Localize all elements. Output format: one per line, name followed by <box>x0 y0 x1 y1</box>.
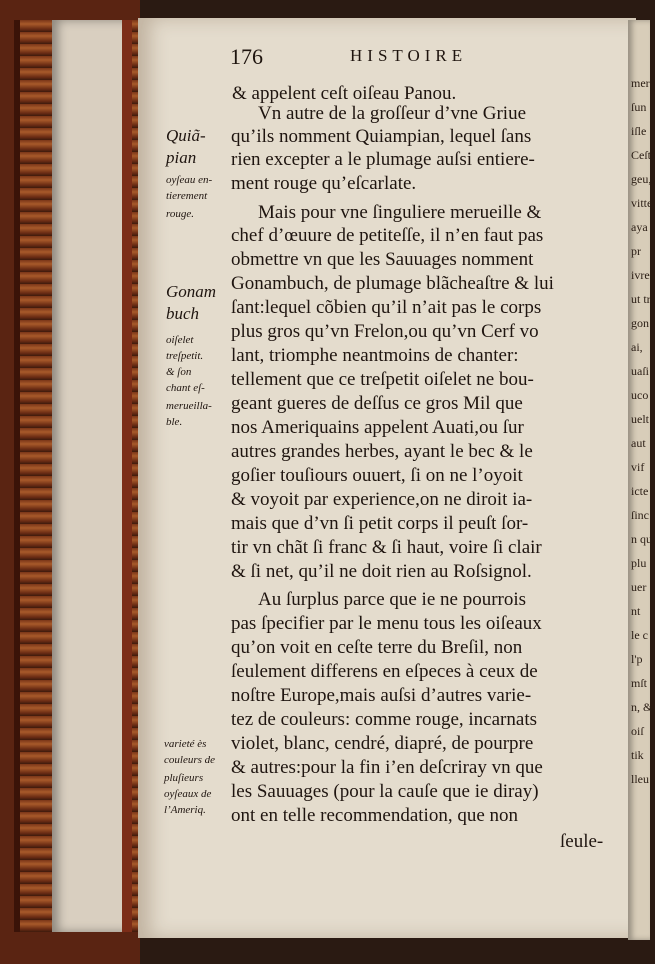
facing-page-fragment: ai, <box>631 340 643 354</box>
margin-note-text: ble. <box>166 416 183 428</box>
text-line: qu’ils nomment Quiampian, lequel ſans <box>231 126 532 147</box>
margin-note-text: rouge. <box>166 208 195 220</box>
margin-note-text: tierement <box>166 190 208 202</box>
facing-page-fragment: n, & <box>631 700 653 714</box>
margin-note-quiampian: Quiã- <box>166 126 206 145</box>
text-line: chef d’œuure de petiteſſe, il n’en faut pas <box>231 225 544 246</box>
facing-page-fragment: gon <box>631 316 649 330</box>
text-line: & appelent ceſt oiſeau Panou. <box>232 83 457 104</box>
facing-page-fragment: ut tr <box>631 292 651 306</box>
text-line: Mais pour vne ſinguliere merueille & <box>258 202 542 223</box>
text-line: rien excepter a le plumage auſsi entiere- <box>231 149 535 170</box>
text-line: nos Ameriquains appelent Auati,ou ſur <box>231 417 524 438</box>
text-line: ſeulement differens en eſpeces à ceux de <box>231 661 538 682</box>
facing-page-fragment: oiſ <box>631 724 644 738</box>
book-page <box>138 18 636 938</box>
margin-note-text: l’Ameriq. <box>164 804 206 816</box>
margin-note-text: couleurs de <box>164 754 216 766</box>
margin-note-text: oyſeau en- <box>166 174 213 186</box>
facing-page-fragment: ſun <box>631 100 647 114</box>
margin-note-gonambuch: Gonam <box>166 282 217 301</box>
margin-note-text: varieté ès <box>164 738 207 750</box>
text-line: Au ſurplus parce que ie ne pourrois <box>258 589 527 610</box>
binding-edge <box>122 20 132 932</box>
margin-note-text: chant eſ- <box>166 382 205 394</box>
facing-page-fragment: nt <box>631 604 641 618</box>
facing-page-fragment: le c <box>631 628 648 642</box>
text-line: tir vn chãt ſi franc & ſi haut, voire ſi clair <box>231 537 542 558</box>
text-line: & autres:pour la fin i’en deſcriray vn que <box>231 757 543 778</box>
facing-page-fragment: vitte, <box>631 196 655 210</box>
text-line: les Sauuages (pour la cauſe que ie diray) <box>231 781 539 802</box>
facing-page-fragment: aut <box>631 436 646 450</box>
binding-inner-panel <box>52 20 132 932</box>
text-line: ment rouge qu’eſcarlate. <box>231 173 417 194</box>
facing-page-fragment: ivres <box>631 268 655 282</box>
text-line: Gonambuch, de plumage blãcheaſtre & lui <box>231 273 554 294</box>
facing-page-fragment: uer <box>631 580 647 594</box>
facing-page-fragment: uaſi <box>631 364 649 378</box>
text-line: autres grandes herbes, ayant le bec & le <box>231 441 533 462</box>
running-title: HISTOIRE <box>350 46 468 65</box>
text-line: goſier touſiours ouuert, ſi on ne l’oyoit <box>231 465 523 486</box>
facing-page-fragment: plu <box>631 556 647 570</box>
facing-page-fragment: aya <box>631 220 648 234</box>
text-line: lant, triomphe neantmoins de chanter: <box>231 345 519 366</box>
margin-note-text: & ſon <box>166 366 192 378</box>
text-line: noſtre Europe,mais auſsi d’autres varie- <box>231 685 532 706</box>
book-binding <box>0 0 140 964</box>
text-line: geant gueres de deſſus ce gros Mil que <box>231 393 523 414</box>
facing-page-fragment: vif <box>631 460 645 474</box>
text-line: mais que d’vn ſi petit corps il peuſt ſor- <box>231 513 529 534</box>
text-line: ſant:lequel cõbien qu’il n’ait pas le corps <box>231 297 542 318</box>
margin-note-gonambuch: buch <box>166 304 200 323</box>
facing-page-fragment: geu, <box>631 172 652 186</box>
facing-page-fragment: uelt <box>631 412 649 426</box>
catchword: ſeule- <box>560 831 604 852</box>
text-line: plus gros qu’vn Frelon,ou qu’vn Cerf vo <box>231 321 539 342</box>
facing-page-fragment: pr <box>631 244 641 258</box>
facing-page-fragment: mſt <box>631 676 648 690</box>
text-line: & voyoit par experience,on ne diroit ia- <box>231 489 533 510</box>
text-line: qu’on voit en ceſte terre du Breſil, non <box>231 637 523 658</box>
facing-page-fragment: lleu <box>631 772 649 786</box>
margin-note-text: oyſeaux de <box>164 788 212 800</box>
text-line: ont en telle recommendation, que non <box>231 805 519 826</box>
margin-note-quiampian: pian <box>166 148 197 167</box>
margin-note-text: oiſelet <box>166 334 194 346</box>
facing-page-fragment: l'p <box>631 652 643 666</box>
page-number: 176 <box>230 44 263 69</box>
facing-page-fragment: n qu <box>631 532 652 546</box>
facing-page-edge <box>628 20 655 940</box>
text-line: obmettre vn que les Sauuages nomment <box>231 249 534 270</box>
margin-note-text: treſpetit. <box>166 350 204 362</box>
margin-note-text: merueilla- <box>166 400 212 412</box>
facing-page-fragment: iſle <box>631 124 647 138</box>
text-line: Vn autre de la groſſeur d’vne Griue <box>258 103 527 124</box>
text-line: tez de couleurs: comme rouge, incarnats <box>231 709 537 730</box>
facing-page-fragment: icte <box>631 484 649 498</box>
facing-page-fragment: tik <box>631 748 644 762</box>
text-line: & ſi net, qu’il ne doit rien au Roſsignol. <box>231 561 532 582</box>
text-line: tellement que ce treſpetit oiſelet ne bou- <box>231 369 534 390</box>
text-line: violet, blanc, cendré, diapré, de pourpre <box>231 733 534 754</box>
facing-page-fragment: mer <box>631 76 650 90</box>
facing-page-fragment: uco <box>631 388 649 402</box>
facing-page-fragment: ſinc <box>631 508 649 522</box>
margin-note-text: pluſieurs <box>164 772 204 784</box>
facing-page-fragment: Ceſt <box>631 148 651 162</box>
text-line: pas ſpecifier par le menu tous les oiſeaux <box>231 613 542 634</box>
